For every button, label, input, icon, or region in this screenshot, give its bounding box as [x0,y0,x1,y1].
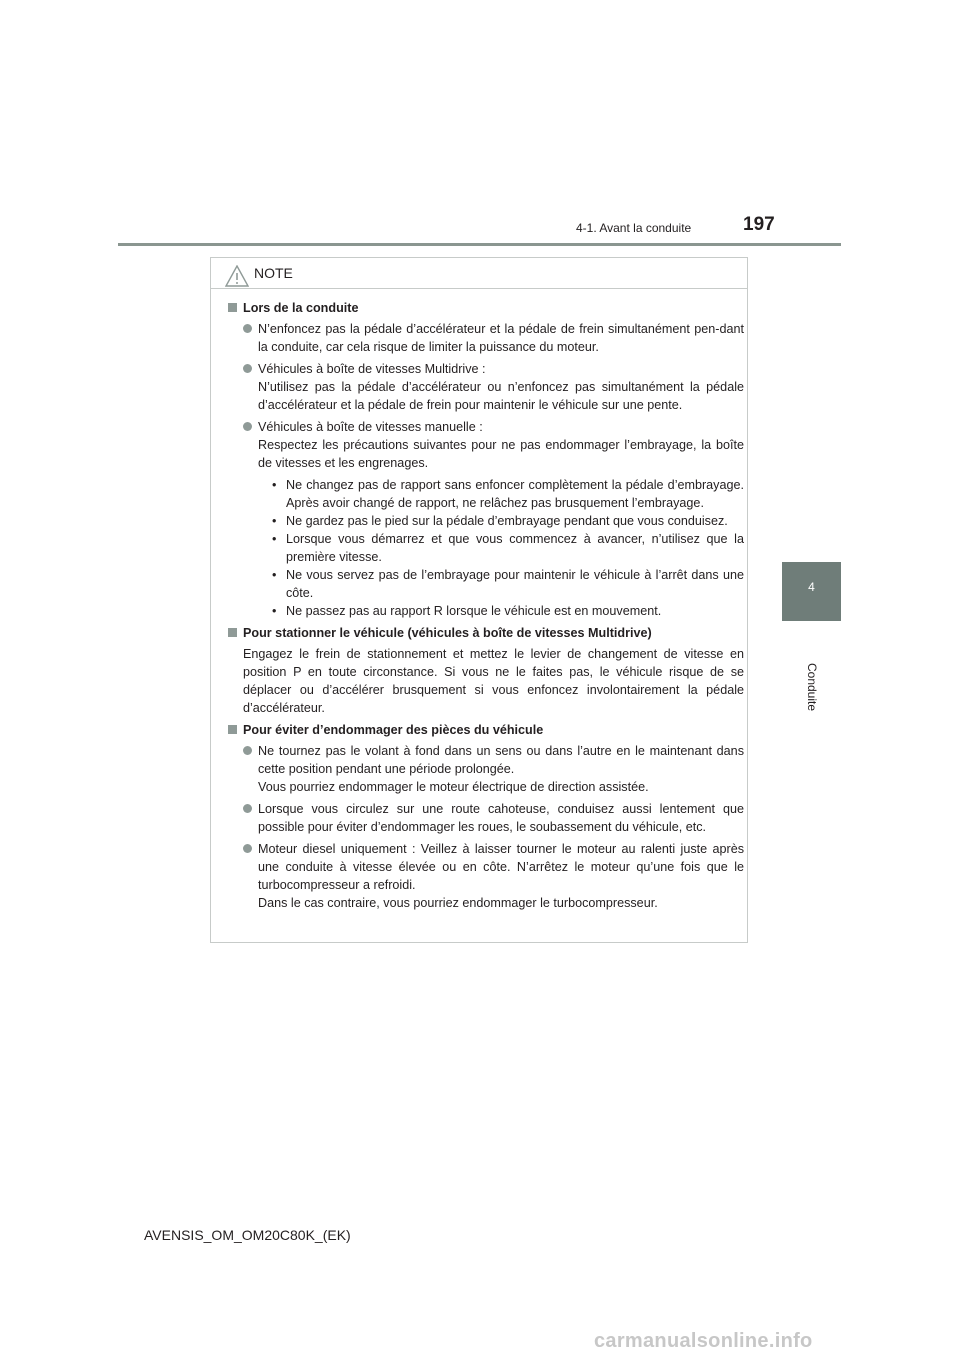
bullet-text: Véhicules à boîte de vitesses Multidrive : [258,362,486,376]
bullet-text: Respectez les précautions suivantes pour ne pas endommager l’embrayage, la boîte de vitesses et les engrenages. [258,438,744,470]
sub-list-item [272,602,744,620]
bullet-text: Ne tournez pas le volant à fond dans un sens ou dans l’autre en le maintenant dans cette position pendant une période prolongée. [258,744,744,776]
dot-bullet-icon: • [272,604,277,618]
chapter-label-text: Conduite [805,662,819,712]
bullet-text: N’utilisez pas la pédale d’accélérateur ou n’enfoncez pas simultanément la pédale d’accélérateur et la pédale de frein pour maintenir le véhicule sur une pente. [258,380,744,412]
sub-list [258,476,744,620]
circle-bullet-icon [243,324,252,333]
note-header [211,258,747,289]
bullet-text: N’enfoncez pas la pédale d’accélérateur et la pédale de frein simultanément pen-dant la conduite, car cela risque de limiter la puissance du moteur. [258,322,744,354]
bullet-item [243,360,744,414]
circle-bullet-icon [243,804,252,813]
bullet-item [243,800,744,836]
dot-bullet-icon: • [272,478,277,492]
header-section-title: 4-1. Avant la conduite [576,221,692,235]
section-content [228,645,744,717]
circle-bullet-icon [243,422,252,431]
note-section [228,299,744,317]
warning-triangle-icon [225,265,249,287]
sub-item-text: Ne passez pas au rapport R lorsque le véhicule est en mouvement. [286,604,662,618]
square-bullet-icon [228,628,237,637]
circle-bullet-icon [243,746,252,755]
sub-list-item [272,530,744,566]
circle-bullet-icon [243,364,252,373]
bullet-item [243,320,744,356]
square-bullet-icon [228,303,237,312]
bullet-item [243,840,744,912]
bullet-text: Lorsque vous circulez sur une route cahoteuse, conduisez aussi lentement que possible pour éviter d’endommager les roues, le soubassement du véhicule, etc. [258,802,744,834]
section-content [228,742,744,912]
sub-item-text: Ne gardez pas le pied sur la pédale d’embrayage pendant que vous conduisez. [286,514,728,528]
note-box [210,257,748,943]
bullet-item [243,742,744,796]
note-section [228,624,744,642]
chapter-label [781,656,843,718]
section-title: Lors de la conduite [243,301,359,315]
dot-bullet-icon: • [272,514,277,528]
section-paragraph: Engagez le frein de stationnement et mettez le levier de changement de vitesse en position P en toute circonstance. Si vous ne le faites pas, le véhicule risque de se déplacer ou d’accélérer brusquement si vous enfoncez involontairement la pédale d’accélérateur. [243,647,744,715]
chapter-tab [782,562,841,621]
chapter-tab-number: 4 [808,580,815,594]
sub-list-item [272,512,744,530]
circle-bullet-icon [243,844,252,853]
header-divider [118,243,841,246]
sub-item-text: Ne vous servez pas de l’embrayage pour maintenir le véhicule à l’arrêt dans une côte. [286,568,744,600]
bullet-text: Dans le cas contraire, vous pourriez endommager le turbocompresseur. [258,896,658,910]
note-body [228,299,744,916]
square-bullet-icon [228,725,237,734]
sub-list-item [272,476,744,512]
note-section [228,721,744,739]
dot-bullet-icon: • [272,568,277,582]
section-content [228,320,744,620]
note-title: NOTE [254,265,293,281]
bullet-text: Moteur diesel uniquement : Veillez à laisser tourner le moteur au ralenti juste après une conduite à vitesse élevée ou en côte. N’arrêtez le moteur qu’une fois que le turbocompresseur a refroidi. [258,842,744,892]
bullet-text: Véhicules à boîte de vitesses manuelle : [258,420,483,434]
bullet-item [243,418,744,620]
sub-list-item [272,566,744,602]
page-number: 197 [743,214,775,235]
watermark: carmanualsonline.info [594,1330,813,1352]
section-title: Pour stationner le véhicule (véhicules à boîte de vitesses Multidrive) [243,626,652,640]
bullet-text: Vous pourriez endommager le moteur électrique de direction assistée. [258,780,649,794]
dot-bullet-icon: • [272,532,277,546]
sub-item-text: Lorsque vous démarrez et que vous commencez à avancer, n’utilisez que la première vitesse. [286,532,744,564]
document-code: AVENSIS_OM_OM20C80K_(EK) [144,1227,351,1243]
sub-item-text: Ne changez pas de rapport sans enfoncer complètement la pédale d’embrayage. Après avoir changé de rapport, ne relâchez pas brusquement l’embrayage. [286,478,744,510]
section-title: Pour éviter d’endommager des pièces du véhicule [243,723,544,737]
